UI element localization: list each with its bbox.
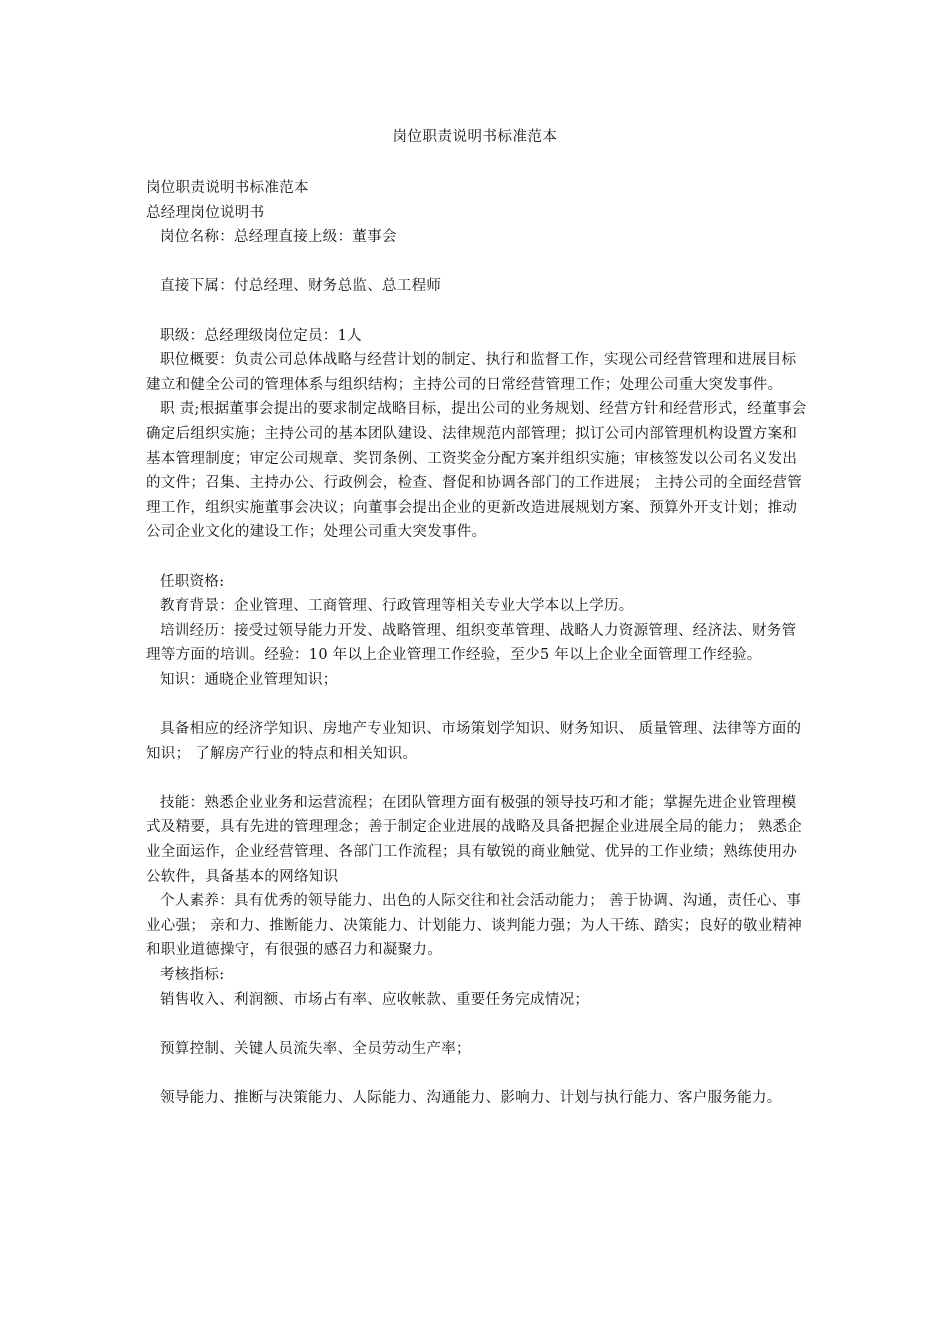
education-paragraph: 教育背景：企业管理、工商管理、行政管理等相关专业大学本以上学历。 (160, 598, 634, 615)
document-title: 岗位职责说明书标准范本 (392, 129, 558, 145)
knowledge-line: 知识：通晓企业管理知识； (160, 671, 338, 688)
blank-line (146, 692, 808, 717)
blank-line (146, 299, 808, 324)
rank-line: 职级：总经理级岗位定员：1人 (160, 327, 362, 344)
blank-line (146, 1012, 808, 1037)
duties-paragraph: 职 责;根据董事会提出的要求制定战略目标，提出公司的业务规划、经营方针和经营形式，经董事会确定后组织实施；主持公司的基本团队建设、法律规范内部管理；拟订公司内部管理机构设置方案和基本管理制度；审定公司规章、奖罚条例、工资奖金分配方案并组织实施；审核签发以公司名义发出的文件；召集、主持办公、行政例会，检查、督促和协调各部门的工作进展； 主持公司的全面经营管理工作，组织实施董事会决议；向董事会提出企业的更新改造进展规划方案、预算外开支计划；推动公司企业文化的建设工作；处理公司重大突发事件。 (146, 401, 807, 541)
document-body (146, 176, 808, 1111)
kpi-line-2: 预算控制、关键人员流失率、全员劳动生产率； (160, 1040, 471, 1057)
training-paragraph: 培训经历：接受过领导能力开发、战略管理、组织变革管理、战略人力资源管理、经济法、财务管理等方面的培训。经验：10 年以上企业管理工作经验，至少5 年以上企业全面管理工作经验。 (146, 622, 797, 664)
kpi-line-3: 领导能力、推断与决策能力、人际能力、沟通能力、影响力、计划与执行能力、客户服务能力。 (160, 1089, 782, 1106)
qualifications-label: 任职资格: (160, 573, 225, 590)
document-subheading: 总经理岗位说明书 (146, 204, 265, 221)
skills-paragraph: 技能：熟悉企业业务和运营流程；在团队管理方面有极强的领导技巧和才能；掌握先进企业管理模式及精要，具有先进的管理理念；善于制定企业进展的战略及具备把握企业进展全局的能力； 熟悉企业全面运作，企业经营管理、各部门工作流程；具有敏锐的商业触觉、优异的工作业绩；熟练使用办公软件，具备基本的网络知识 (146, 794, 803, 885)
position-line: 岗位名称：总经理直接上级：董事会 (160, 229, 397, 246)
subordinates-line: 直接下属：付总经理、财务总监、总工程师 (160, 278, 442, 295)
overview-paragraph: 职位概要：负责公司总体战略与经营计划的制定、执行和监督工作，实现公司经营管理和进展目标建立和健全公司的管理体系与组织结构；主持公司的日常经营管理工作；处理公司重大突发事件。 (146, 352, 797, 393)
blank-line (146, 545, 808, 570)
blank-line (146, 1061, 808, 1086)
blank-line (146, 250, 808, 275)
knowledge-detail-paragraph: 具备相应的经济学知识、房地产专业知识、市场策划学知识、财务知识、 质量管理、法律等方面的知识； 了解房产行业的特点和相关知识。 (146, 721, 802, 762)
kpi-label: 考核指标: (160, 967, 225, 983)
document-heading: 岗位职责说明书标准范本 (146, 180, 309, 196)
kpi-line-1: 销售收入、利润额、市场占有率、应收帐款、重要任务完成情况； (160, 991, 590, 1008)
blank-line (146, 766, 808, 791)
personal-paragraph: 个人素养：具有优秀的领导能力、出色的人际交往和社会活动能力； 善于协调、沟通，责任心、事业心强； 亲和力、推断能力、决策能力、计划能力、谈判能力强；为人干练、踏实；良好的敬业精神和职业道德操守，有很强的感召力和凝聚力。 (146, 893, 803, 959)
